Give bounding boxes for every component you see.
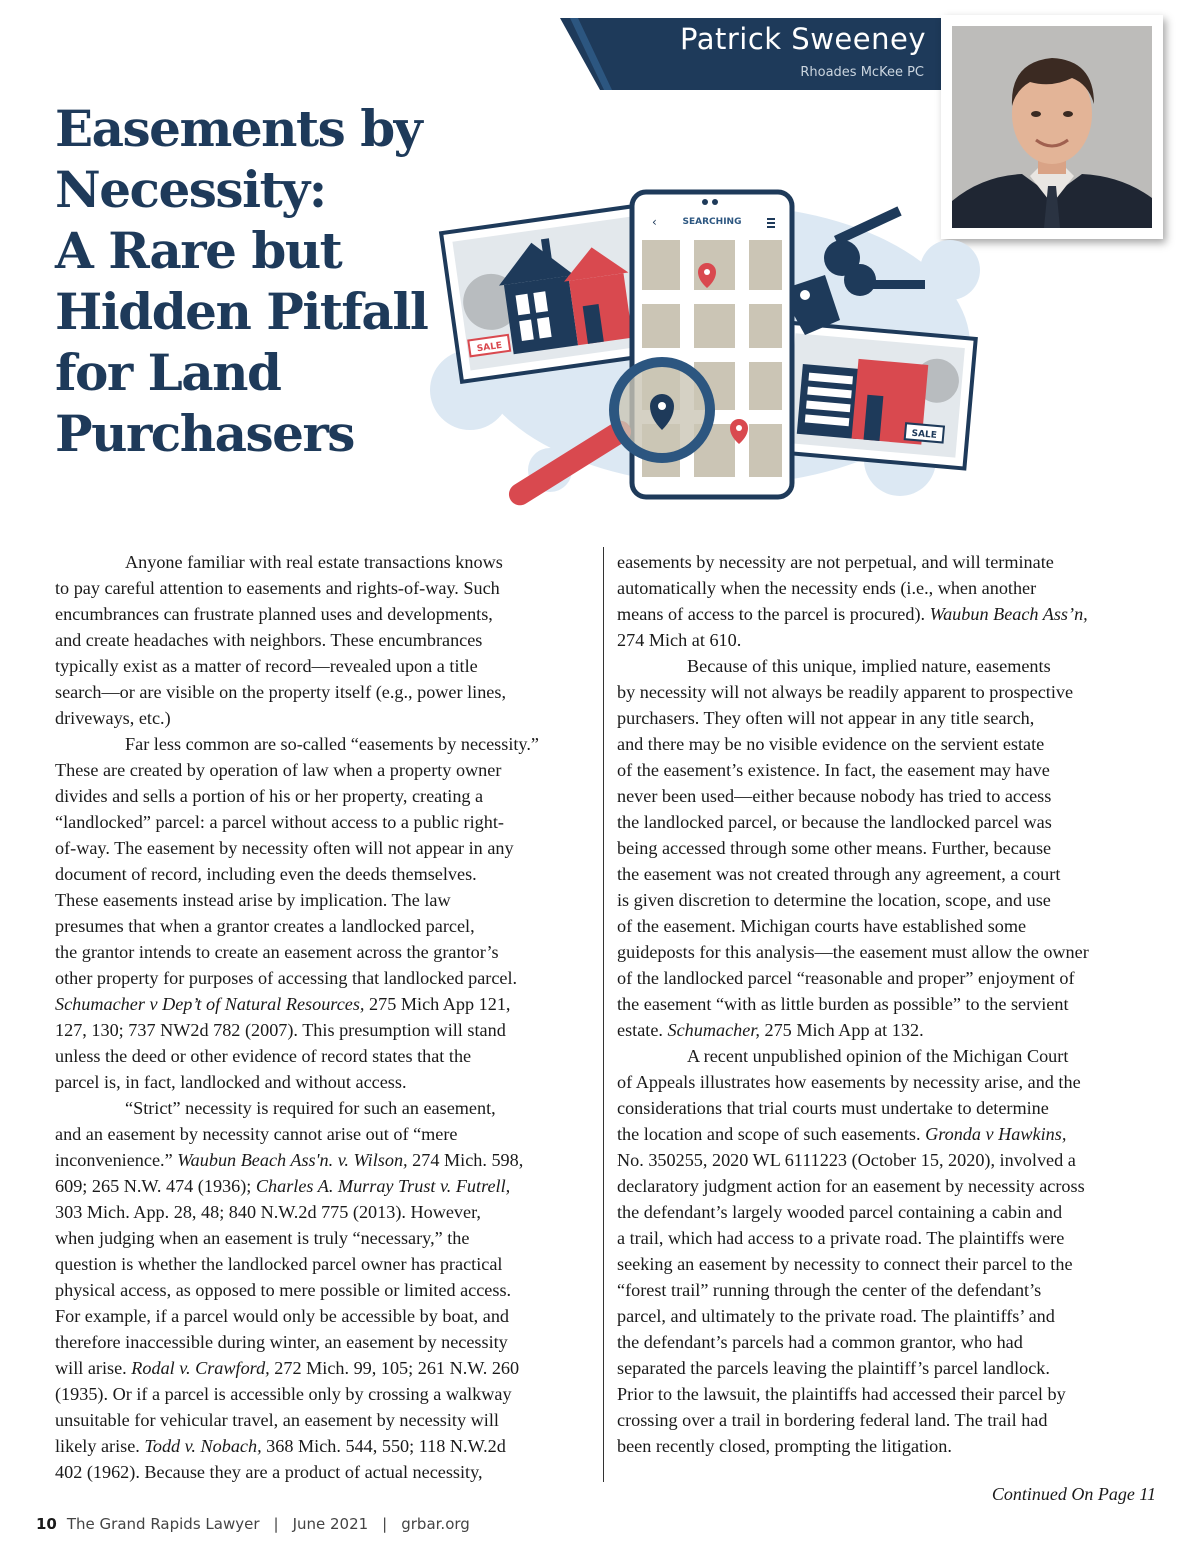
text-line — [55, 1095, 583, 1121]
text-run: crossing over a trail in bordering federal land. The trail had — [617, 1410, 1048, 1430]
text-line — [617, 1329, 1157, 1355]
text-line — [617, 835, 1157, 861]
text-line — [617, 887, 1157, 913]
text-run: “forest trail” running through the center of the defendant’s — [617, 1280, 1042, 1300]
text-line — [55, 1329, 583, 1355]
text-line — [55, 1147, 583, 1173]
text-run: A recent unpublished opinion of the Michigan Court — [687, 1046, 1069, 1066]
text-run: 303 Mich. App. 28, 48; 840 N.W.2d 775 (2013). However, — [55, 1202, 481, 1222]
text-line — [55, 1225, 583, 1251]
text-run: therefore inaccessible during winter, an easement by necessity — [55, 1332, 508, 1352]
text-run: other property for purposes of accessing that landlocked parcel. — [55, 968, 518, 988]
text-line — [617, 1407, 1157, 1433]
text-run: These easements instead arise by implication. The law — [55, 890, 451, 910]
text-run: a trail, which had access to a private road. The plaintiffs were — [617, 1228, 1065, 1248]
text-line — [55, 731, 583, 757]
text-line — [617, 1069, 1157, 1095]
text-run: 275 Mich App at 132. — [759, 1020, 924, 1040]
text-run: and there may be no visible evidence on the servient estate — [617, 734, 1045, 754]
text-line — [617, 939, 1157, 965]
text-run: the defendant’s parcels had a common grantor, who had — [617, 1332, 1023, 1352]
text-line — [617, 1381, 1157, 1407]
text-line — [55, 757, 583, 783]
text-run: of Appeals illustrates how easements by necessity arise, and the — [617, 1072, 1081, 1092]
text-line — [55, 1199, 583, 1225]
text-run: Because of this unique, implied nature, easements — [687, 656, 1051, 676]
house-card-right — [775, 322, 976, 468]
text-run: easements by necessity are not perpetual, and will terminate — [617, 552, 1054, 572]
author-firm: Rhoades McKee PC — [800, 65, 924, 80]
text-line — [617, 1251, 1157, 1277]
text-run: document of record, including even the deeds themselves. — [55, 864, 477, 884]
text-line — [55, 679, 583, 705]
headline-line: Easements by — [55, 99, 422, 158]
text-line — [55, 965, 583, 991]
text-run: the location and scope of such easements. — [617, 1124, 926, 1144]
text-run: declaratory judgment action for an easement by necessity across — [617, 1176, 1085, 1196]
text-line — [55, 783, 583, 809]
text-line — [617, 861, 1157, 887]
phone-search-header: SEARCHING — [682, 217, 742, 227]
website-link[interactable]: grbar.org — [401, 1515, 470, 1533]
text-run: divides and sells a portion of his or her property, creating a — [55, 786, 484, 806]
text-run: to pay careful attention to easements and rights-of-way. Such — [55, 578, 500, 598]
headline-line: Necessity: — [55, 160, 326, 219]
text-line — [617, 1199, 1157, 1225]
text-line — [617, 757, 1157, 783]
case-citation: Waubun Beach Ass'n. v. Wilson, — [177, 1150, 408, 1170]
text-run: the easement “with as little burden as possible” to the servient — [617, 994, 1069, 1014]
text-line — [55, 1381, 583, 1407]
text-line — [55, 991, 583, 1017]
issue-date: June 2021 — [292, 1515, 369, 1533]
author-name: Patrick Sweeney — [680, 22, 926, 56]
page-footer — [36, 1515, 470, 1533]
footer-separator: | — [273, 1515, 279, 1533]
text-run: “landlocked” parcel: a parcel without access to a public right- — [55, 812, 504, 832]
author-banner — [560, 18, 950, 90]
text-run: encumbrances can frustrate planned uses and developments, — [55, 604, 493, 624]
text-run: question is whether the landlocked parcel owner has practical — [55, 1254, 503, 1274]
text-run: automatically when the necessity ends (i.e., when another — [617, 578, 1037, 598]
text-line — [617, 1355, 1157, 1381]
text-run: the easement was not created through any agreement, a court — [617, 864, 1061, 884]
article-column-right — [617, 549, 1157, 1459]
text-run: No. 350255, 2020 WL 6111223 (October 15, 2020), involved a — [617, 1150, 1076, 1170]
text-line — [617, 1173, 1157, 1199]
text-line — [55, 1407, 583, 1433]
text-run: “Strict” necessity is required for such an easement, — [125, 1098, 496, 1118]
text-run: being accessed through some other means. Further, because — [617, 838, 1052, 858]
text-run: will arise. — [55, 1358, 132, 1378]
text-line — [55, 549, 583, 575]
text-line — [55, 1017, 583, 1043]
text-line — [55, 1355, 583, 1381]
case-citation: Rodal v. Crawford, — [131, 1358, 270, 1378]
text-run: and an easement by necessity cannot arise out of “mere — [55, 1124, 458, 1144]
text-run: search—or are visible on the property itself (e.g., power lines, — [55, 682, 507, 702]
text-run: 368 Mich. 544, 550; 118 N.W.2d — [261, 1436, 506, 1456]
text-run: means of access to the parcel is procured). — [617, 604, 930, 624]
text-run: of the landlocked parcel “reasonable and proper” enjoyment of — [617, 968, 1075, 988]
text-line — [617, 1433, 1157, 1459]
text-run: Prior to the lawsuit, the plaintiffs had accessed their parcel by — [617, 1384, 1066, 1404]
text-line — [617, 653, 1157, 679]
text-line — [617, 731, 1157, 757]
text-run: and create headaches with neighbors. These encumbrances — [55, 630, 483, 650]
text-line — [55, 1277, 583, 1303]
case-citation: Charles A. Murray Trust v. Futrell, — [255, 1176, 511, 1196]
headline-line: for Land — [55, 343, 281, 402]
text-line — [55, 627, 583, 653]
text-line — [617, 783, 1157, 809]
case-citation: Schumacher, — [667, 1020, 760, 1040]
text-run: the landlocked parcel, or because the landlocked parcel was — [617, 812, 1052, 832]
text-run: (1935). Or if a parcel is accessible only by crossing a walkway — [55, 1384, 512, 1404]
page-number: 10 — [36, 1515, 57, 1533]
text-run: guideposts for this analysis—the easement must allow the owner — [617, 942, 1089, 962]
text-run: been recently closed, prompting the litigation. — [617, 1436, 952, 1456]
text-line — [55, 575, 583, 601]
continued-note: Continued On Page 11 — [991, 1484, 1156, 1504]
sale-sign-right: SALE — [911, 428, 938, 441]
text-run: typically exist as a matter of record—revealed upon a title — [55, 656, 478, 676]
text-run: For example, if a parcel would only be accessible by boat, and — [55, 1306, 510, 1326]
text-line — [617, 1225, 1157, 1251]
text-line — [617, 1303, 1157, 1329]
svg-text:‹: ‹ — [652, 215, 657, 229]
real-estate-search-illustration — [430, 180, 990, 510]
text-run: inconvenience.” — [55, 1150, 178, 1170]
house-card-left — [441, 205, 660, 381]
text-run: parcel, and ultimately to the private road. The plaintiffs’ and — [617, 1306, 1055, 1326]
text-run: is given discretion to determine the location, scope, and use — [617, 890, 1051, 910]
article-headline — [55, 98, 475, 464]
sale-sign-left: SALE — [476, 340, 503, 355]
text-line — [617, 601, 1157, 627]
text-run: considerations that trial courts must undertake to determine — [617, 1098, 1049, 1118]
text-run: Far less common are so-called “easements by necessity.” — [125, 734, 539, 754]
text-line — [55, 835, 583, 861]
text-line — [55, 939, 583, 965]
text-run: the defendant’s largely wooded parcel containing a cabin and — [617, 1202, 1063, 1222]
headline-line: Purchasers — [55, 404, 354, 463]
text-run: 274 Mich. 598, — [407, 1150, 524, 1170]
text-run: 274 Mich at 610. — [617, 630, 742, 650]
column-divider — [603, 547, 604, 1482]
text-line — [55, 1121, 583, 1147]
text-run: 127, 130; 737 NW2d 782 (2007). This presumption will stand — [55, 1020, 506, 1040]
text-run: likely arise. — [55, 1436, 145, 1456]
text-run: of-way. The easement by necessity often will not appear in any — [55, 838, 514, 858]
text-run: 609; 265 N.W. 474 (1936); — [55, 1176, 256, 1196]
text-line — [617, 913, 1157, 939]
text-line — [55, 887, 583, 913]
text-line — [55, 1433, 583, 1459]
text-line — [617, 705, 1157, 731]
text-run: of the easement. Michigan courts have established some — [617, 916, 1027, 936]
text-run: parcel is, in fact, landlocked and without access. — [55, 1072, 407, 1092]
text-line — [617, 1121, 1157, 1147]
text-line — [55, 1069, 583, 1095]
text-line — [55, 1459, 583, 1485]
text-run: when judging when an easement is truly “necessary,” the — [55, 1228, 470, 1248]
text-run: never been used—either because nobody has tried to access — [617, 786, 1052, 806]
text-run: of the easement’s existence. In fact, the easement may have — [617, 760, 1050, 780]
text-run: the grantor intends to create an easement across the grantor’s — [55, 942, 499, 962]
text-run: driveways, etc.) — [55, 708, 171, 728]
case-citation: Todd v. Nobach, — [144, 1436, 262, 1456]
text-run: by necessity will not always be readily apparent to prospective — [617, 682, 1074, 702]
case-citation: Gronda v Hawkins, — [925, 1124, 1067, 1144]
text-run: 272 Mich. 99, 105; 261 N.W. 260 — [269, 1358, 520, 1378]
text-line — [55, 653, 583, 679]
text-line — [617, 575, 1157, 601]
case-citation: Waubun Beach Ass’n, — [929, 604, 1088, 624]
text-run: presumes that when a grantor creates a landlocked parcel, — [55, 916, 475, 936]
text-line — [617, 965, 1157, 991]
text-line — [55, 1303, 583, 1329]
text-line — [55, 913, 583, 939]
text-line — [55, 1043, 583, 1069]
text-line — [55, 705, 583, 731]
text-run: seeking an easement by necessity to connect their parcel to the — [617, 1254, 1073, 1274]
text-line — [55, 601, 583, 627]
text-run: estate. — [617, 1020, 668, 1040]
text-run: Anyone familiar with real estate transactions knows — [125, 552, 503, 572]
footer-separator: | — [382, 1515, 388, 1533]
headline-line: A Rare but — [55, 221, 342, 280]
text-run: purchasers. They often will not appear in any title search, — [617, 708, 1035, 728]
text-run: separated the parcels leaving the plaintiff’s parcel landlock. — [617, 1358, 1050, 1378]
text-run: physical access, as opposed to mere possible or limited access. — [55, 1280, 512, 1300]
text-line — [617, 809, 1157, 835]
case-citation: Schumacher v Dep’t of Natural Resources, — [55, 994, 365, 1014]
text-line — [55, 861, 583, 887]
text-line — [55, 1173, 583, 1199]
text-line — [617, 1147, 1157, 1173]
text-line — [617, 627, 1157, 653]
text-line — [617, 1017, 1157, 1043]
text-line — [617, 1043, 1157, 1069]
text-run: These are created by operation of law when a property owner — [55, 760, 502, 780]
headline-line: Hidden Pitfall — [55, 282, 428, 341]
text-line — [617, 549, 1157, 575]
text-line — [617, 991, 1157, 1017]
article-column-left — [55, 549, 583, 1485]
text-run: unsuitable for vehicular travel, an easement by necessity will — [55, 1410, 499, 1430]
text-line — [617, 1095, 1157, 1121]
text-run: 402 (1962). Because they are a product of actual necessity, — [55, 1462, 483, 1482]
text-run: 275 Mich App 121, — [364, 994, 511, 1014]
publication-name: The Grand Rapids Lawyer — [66, 1515, 260, 1533]
text-run: unless the deed or other evidence of record states that the — [55, 1046, 472, 1066]
text-line — [55, 1251, 583, 1277]
text-line — [617, 1277, 1157, 1303]
text-line — [55, 809, 583, 835]
text-line — [617, 679, 1157, 705]
